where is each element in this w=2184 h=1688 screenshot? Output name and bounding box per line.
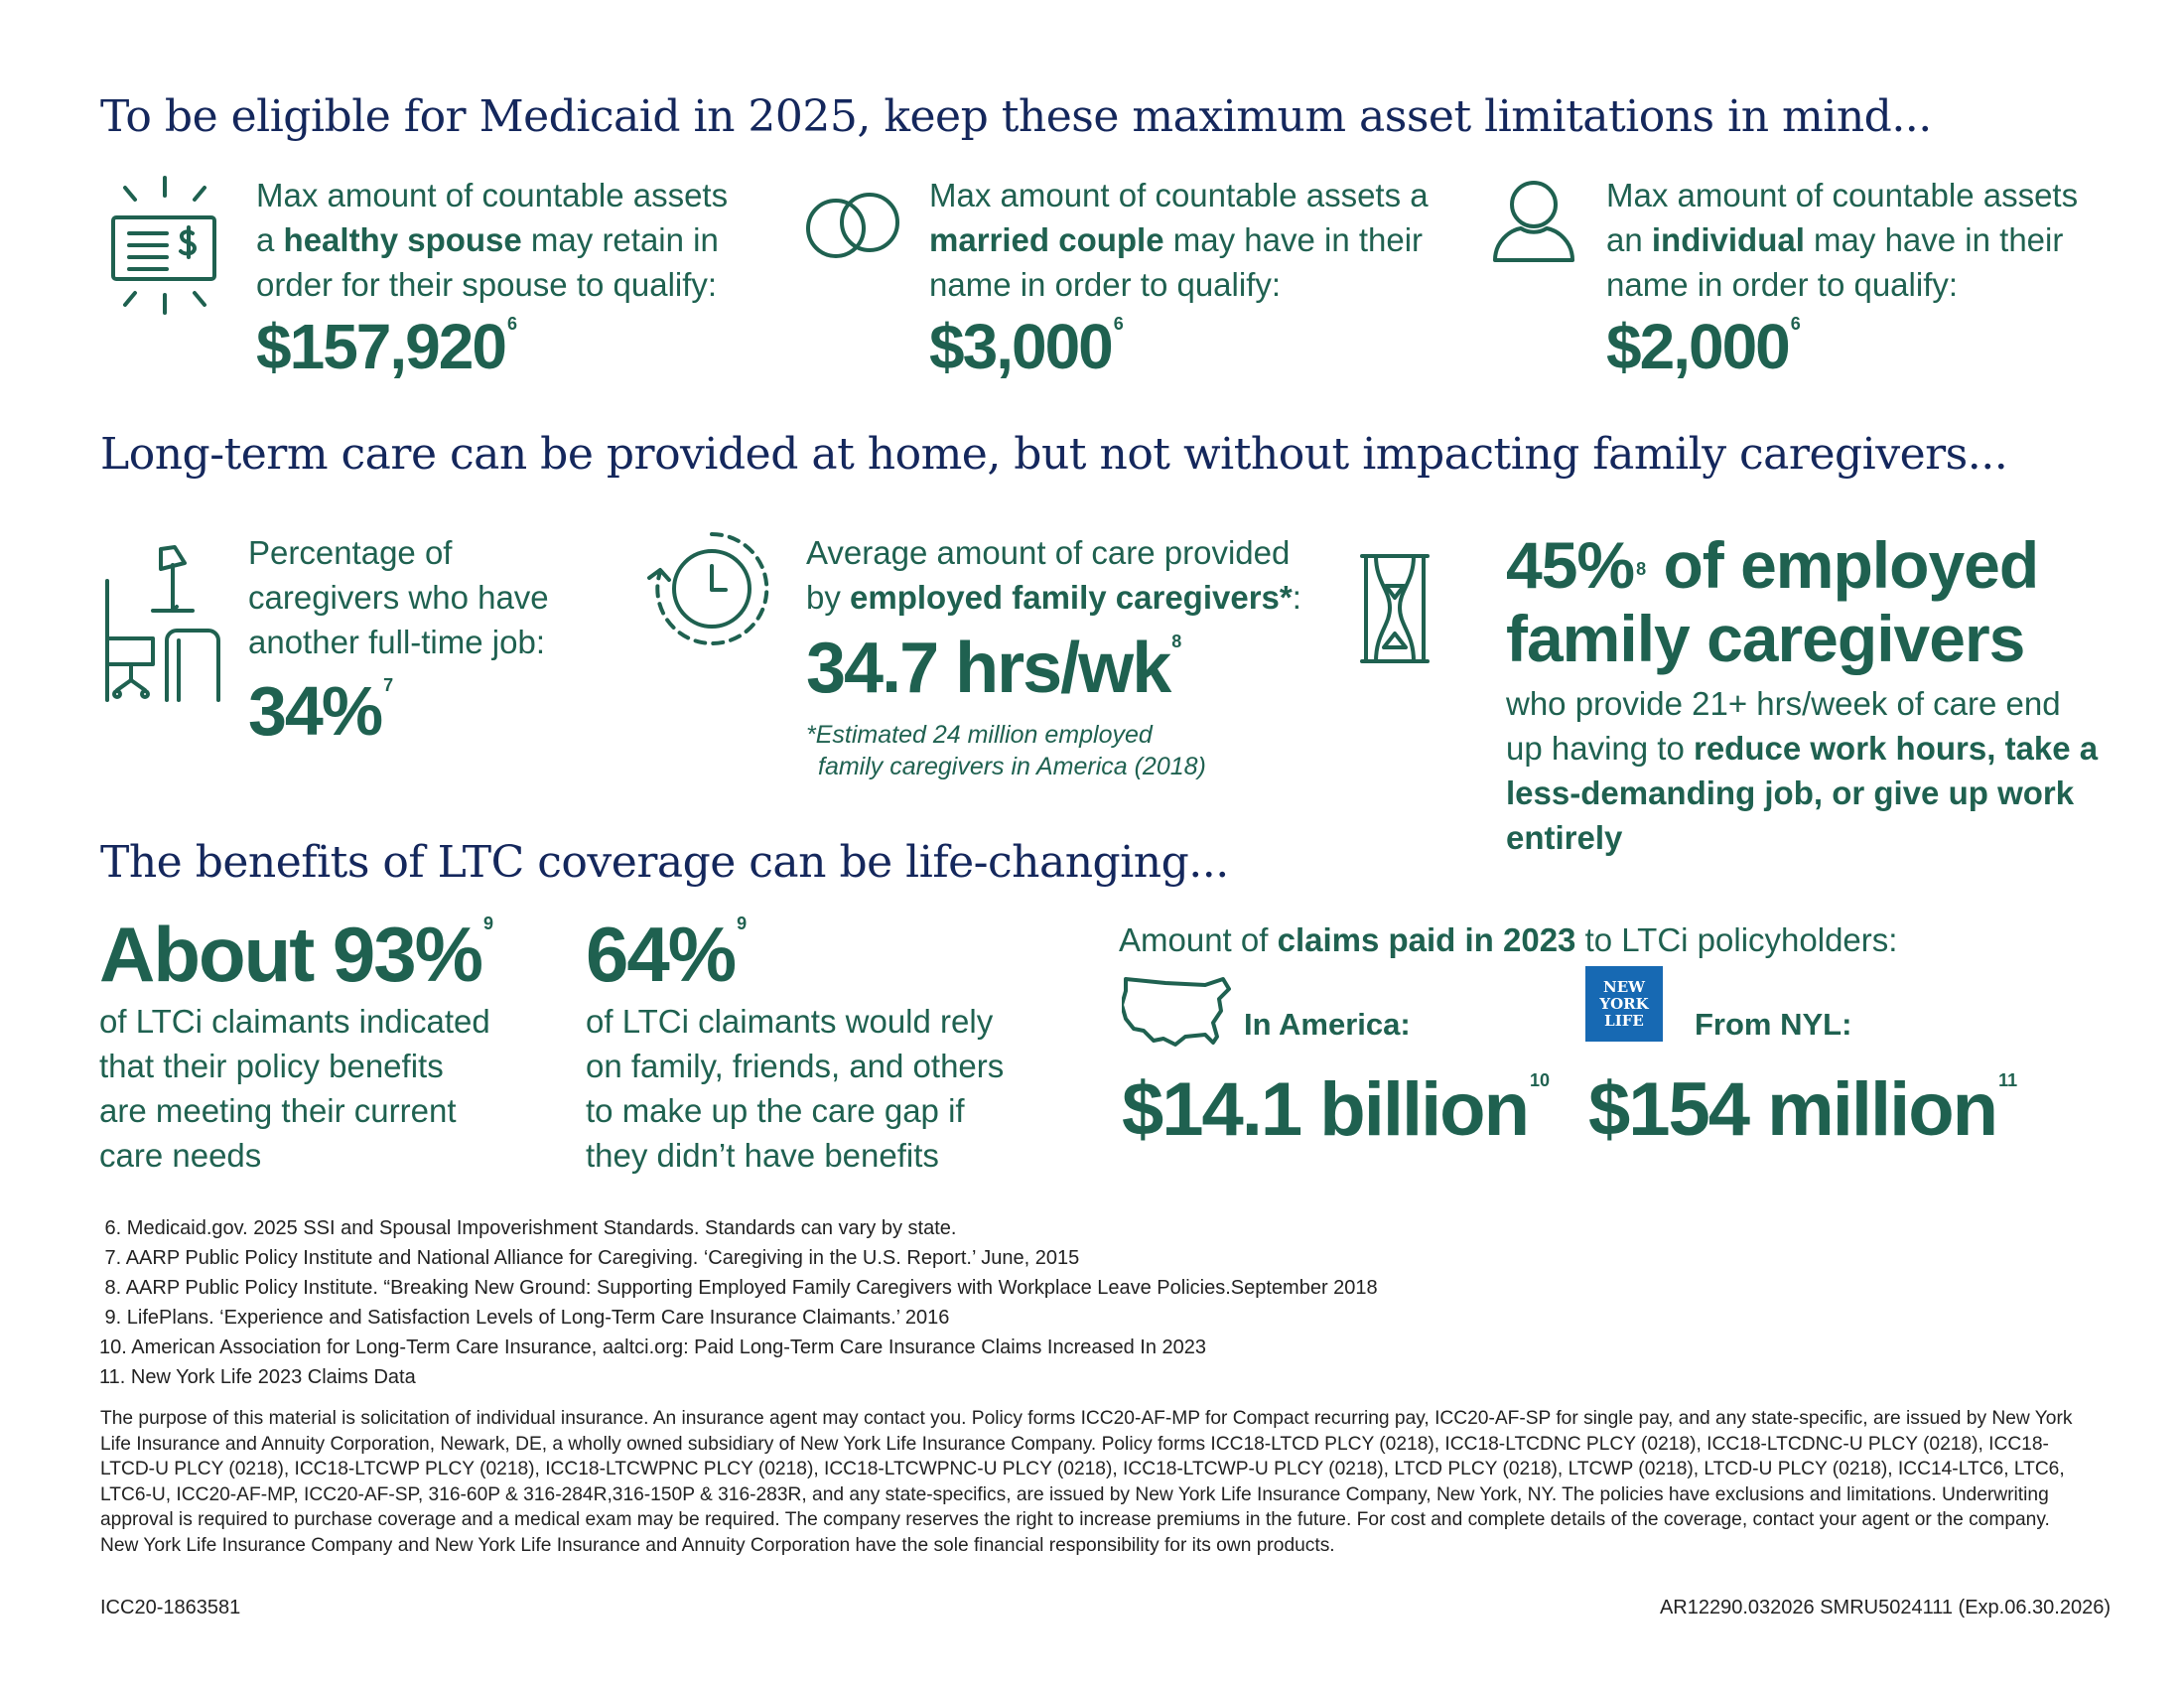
care-hours-description: Average amount of care provided by employed family caregivers*: (806, 534, 1301, 616)
footnote: 7. AARP Public Policy Institute and National Alliance for Caregiving. ‘Caregiving in the U.S. Report.’ June, 2015 (99, 1247, 1080, 1269)
footnote: 10. American Association for Long-Term Care Insurance, aaltci.org: Paid Long-Term Care Insurance Claims Increased In 2023 (99, 1336, 1206, 1358)
footnote: 8. AARP Public Policy Institute. “Breaking New Ground: Supporting Employed Family Caregivers with Workplace Leave Policies.September 2018 (99, 1277, 1378, 1299)
money-bill-icon (107, 174, 221, 338)
fulltime-job-description: Percentage of caregivers who have another full-time job: (248, 534, 549, 660)
individual-value: $2,000 $^6$ (1606, 311, 1801, 382)
care-hours-note: *Estimated 24 million employed family caregivers in America (2018) (806, 721, 1206, 780)
healthy-spouse-description: Max amount of countable assets a healthy spouse may retain in order for their spouse to qualify: (256, 177, 729, 303)
claimants-satisfied-value: About 93% $^9$ (99, 911, 494, 998)
hourglass-icon (1360, 552, 1430, 671)
employed-caregivers-description: who provide 21+ hrs/week of care end up having to reduce work hours, take a less-demanding job, or give up work entirely (1506, 685, 2099, 856)
section-heading-medicaid: To be eligible for Medicaid in 2025, keep these maximum asset limitations in mind... (100, 91, 1932, 142)
claimants-satisfied-description: of LTCi claimants indicated that their policy benefits are meeting their current care needs (99, 1003, 490, 1174)
fulltime-job-value: 34% $^7$ (248, 672, 394, 750)
healthy-spouse-value: $157,920 $^6$ (256, 311, 517, 382)
claimants-rely-description: of LTCi claimants would rely on family, friends, and others to make up the care gap if they didn’t have benefits (586, 1003, 1005, 1174)
care-hours-value: 34.7 hrs/wk $^8$ (806, 629, 1182, 708)
new-york-life-logo: NEW YORK LIFE (1585, 966, 1663, 1042)
approval-code: AR12290.032026 SMRU5024111 (Exp.06.30.2026) (1659, 1597, 2111, 1618)
form-number: ICC20-1863581 (100, 1597, 241, 1618)
footnote: 6. Medicaid.gov. 2025 SSI and Spousal Impoverishment Standards. Standards can vary by state. (99, 1217, 957, 1239)
wedding-rings-icon (800, 187, 909, 271)
footnote: 9. LifePlans. ‘Experience and Satisfaction Levels of Long-Term Care Insurance Claimants.’ 2016 (99, 1307, 950, 1329)
clock-cycle-icon (645, 526, 774, 660)
legal-disclaimer: The purpose of this material is solicitation of individual insurance. An insurance agent may contact you. Policy forms ICC20-AF-MP for Compact recurring pay, ICC20-AF-SP for single pay, and any state-specific, are issued by New York Life Insurance and Annuity Corporation, Newark, DE, a wholly owned subsidiary of New York Life Insurance Company. Policy forms ICC18-LTCD PLCY (0218), ICC18-LTCDNC PLCY (0218), ICC18-LTCDNC-U PLCY (0218), ICC18-LTCD-U PLCY (0218), ICC18-LTCWP PLCY (0218), ICC18-LTCWPNC PLCY (0218), ICC18-LTCWPNC-U PLCY (0218), ICC18-LTCWP-U PLCY (0218), LTCD PLCY (0218), LTCWP (0218), LTCD-U PLCY (0218), ICC14-LTC6, LTC6, LTC6-U, ICC20-AF-MP, ICC20-AF-SP, 316-60P & 316-284R,316-150P & 316-283R, and any state-specifics, are issued by New York Life Insurance Company, New York, NY. The policies have exclusions and limitations. Underwriting approval is required to purchase coverage and a medical exam may be required. The company reserves the right to increase premiums in the future. For cost and complete details of the coverage, contact your agent or the company. New York Life Insurance Company and New York Life Insurance and Annuity Corporation have the sole financial responsibility for its own products. (100, 1408, 2073, 1556)
claimants-rely-value: 64% $^9$ (586, 911, 748, 998)
employed-caregivers-headline: 45% $^8$ of employed family caregivers (1506, 528, 2039, 675)
married-couple-description: Max amount of countable assets a married couple may have in their name in order to qualify: (929, 177, 1429, 303)
married-couple-value: $3,000 $^6$ (929, 311, 1124, 382)
person-icon (1489, 177, 1578, 271)
from-nyl-label: From NYL: (1695, 1007, 1852, 1042)
section-heading-benefits: The benefits of LTC coverage can be life-changing... (100, 837, 1229, 888)
desk-icon (103, 541, 222, 710)
footnote: 11. New York Life 2023 Claims Data (99, 1366, 416, 1388)
individual-description: Max amount of countable assets an individual may have in their name in order to qualify: (1606, 177, 2079, 303)
in-america-value: $14.1 billion $^{10}$ (1122, 1067, 1551, 1152)
section-heading-caregivers: Long-term care can be provided at home, but not without impacting family caregivers... (100, 429, 2008, 480)
in-america-label: In America: (1244, 1007, 1411, 1042)
claims-paid-intro: Amount of claims paid in 2023 to LTCi policyholders: (1119, 921, 1898, 958)
from-nyl-value: $154 million $^{11}$ (1588, 1067, 2018, 1152)
footnotes (99, 1213, 1378, 1392)
usa-map-icon (1122, 973, 1239, 1054)
